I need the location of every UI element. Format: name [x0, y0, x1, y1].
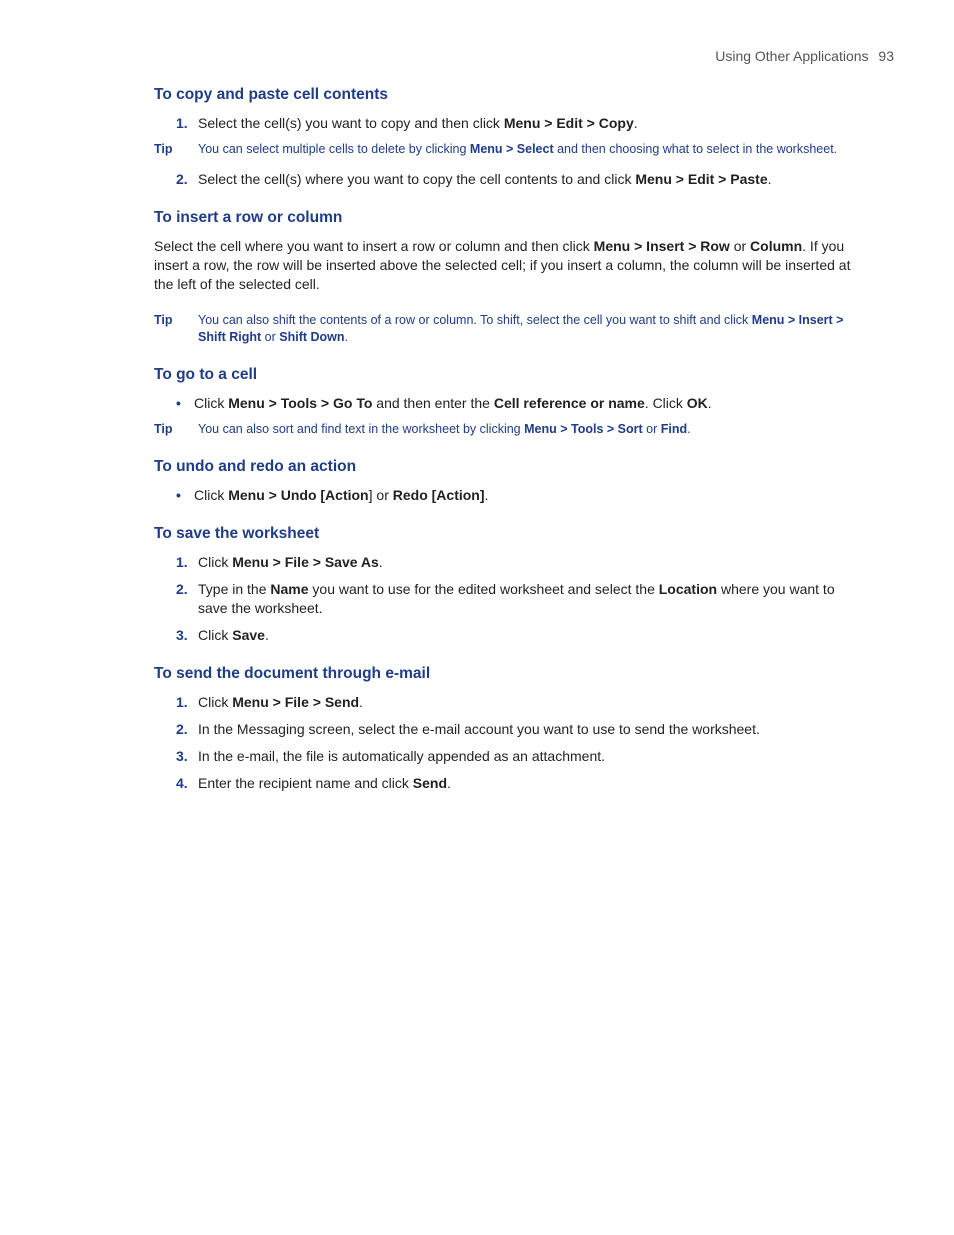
step-item: [154, 693, 854, 712]
step-number: 1.: [176, 115, 188, 131]
tip-label: Tip: [154, 142, 173, 156]
section-heading: To insert a row or column: [154, 209, 343, 226]
menu-path: Menu > Edit > Paste: [635, 171, 768, 187]
tip-label: Tip: [154, 422, 173, 436]
menu-path: Menu > Tools > Sort: [524, 422, 643, 436]
step-text: .: [264, 627, 269, 643]
section-heading: To save the worksheet: [154, 525, 320, 542]
menu-path: Menu > Insert > Shift Right: [198, 313, 844, 344]
step-number: 1.: [176, 554, 188, 570]
step-text: Select the cell(s) where you want to copy the cell contents to and click: [198, 171, 636, 187]
step-text: .: [447, 775, 451, 791]
section-send-email: [154, 665, 854, 793]
body-paragraph: [154, 237, 854, 294]
step-text: .: [378, 554, 383, 570]
bullet-list: [154, 486, 854, 505]
step-text: .: [359, 694, 363, 710]
button-name: OK: [686, 395, 708, 411]
section-heading: To go to a cell: [154, 366, 258, 383]
field-name: Location: [658, 581, 718, 597]
menu-path: Find: [660, 422, 688, 436]
button-name: Send: [412, 775, 448, 791]
menu-path: Menu > Select: [469, 142, 554, 156]
step-text: where you want to save the worksheet.: [198, 581, 835, 616]
tip-text: You can select multiple cells to delete by clicking: [198, 142, 470, 156]
menu-path: Shift Down: [279, 330, 345, 344]
body-text: or: [729, 238, 751, 254]
menu-path: Menu > Edit > Copy: [503, 115, 634, 131]
tip-text: .: [687, 422, 691, 436]
tip-text: and then choosing what to select in the worksheet.: [553, 142, 838, 156]
step-text: Click: [198, 627, 233, 643]
step-text: .: [767, 171, 772, 187]
tip-text: You can also sort and find text in the worksheet by clicking: [198, 422, 525, 436]
step-number: 2.: [176, 581, 188, 597]
button-name: Save: [232, 627, 265, 643]
bullet-text: .: [707, 395, 712, 411]
bullet-glyph: •: [176, 487, 181, 503]
step-number: 3.: [176, 627, 188, 643]
tip-note: [154, 421, 854, 438]
page-number: 93: [878, 48, 894, 64]
step-text: In the Messaging screen, select the e-mail account you want to use to send the worksheet.: [198, 721, 760, 737]
bullet-item: [154, 394, 854, 413]
steps-list: [154, 114, 854, 133]
bullet-text: ] or: [368, 487, 393, 503]
step-item: [154, 553, 854, 572]
step-text: Enter the recipient name and click: [198, 775, 413, 791]
steps-list: [154, 553, 854, 645]
menu-path: Menu > Insert > Row: [593, 238, 730, 254]
bullet-item: [154, 486, 854, 505]
tip-text: .: [344, 330, 348, 344]
section-go-to-cell: [154, 366, 854, 438]
step-number: 3.: [176, 748, 188, 764]
menu-path: Menu > File > Save As: [232, 554, 379, 570]
bullet-text: .: [484, 487, 489, 503]
tip-note: [154, 312, 854, 346]
section-heading: To copy and paste cell contents: [154, 86, 388, 103]
step-item: [154, 774, 854, 793]
field-name: Name: [270, 581, 309, 597]
step-text: In the e-mail, the file is automatically appended as an attachment.: [198, 748, 606, 764]
bullet-text: Click: [194, 395, 229, 411]
step-text: Click: [198, 554, 233, 570]
step-number: 1.: [176, 694, 188, 710]
section-undo-redo: [154, 458, 854, 505]
field-name: Cell reference or name: [493, 395, 645, 411]
step-text: .: [633, 115, 638, 131]
tip-note: [154, 141, 854, 158]
step-item: [154, 747, 854, 766]
section-copy-paste: [154, 86, 854, 189]
steps-list: [154, 170, 854, 189]
bullet-text: Click: [194, 487, 229, 503]
steps-list: [154, 693, 854, 793]
page-header-title: Using Other Applications: [715, 48, 869, 64]
menu-path: Redo [Action]: [392, 487, 485, 503]
step-number: 2.: [176, 721, 188, 737]
step-text: you want to use for the edited worksheet and select the: [308, 581, 659, 597]
page-header: [715, 48, 894, 64]
tip-text: You can also shift the contents of a row or column. To shift, select the cell you want to shift and click: [198, 313, 752, 327]
tip-text: or: [642, 422, 661, 436]
body-text: . If you insert a row, the row will be inserted above the selected cell; if you insert a column, the column will be inserted at the left of the selected cell.: [154, 238, 851, 292]
step-item: [154, 114, 854, 133]
step-text: Select the cell(s) you want to copy and then click: [198, 115, 504, 131]
body-text: Select the cell where you want to insert a row or column and then click: [154, 238, 594, 254]
step-number: 2.: [176, 171, 188, 187]
page-content: [154, 86, 854, 813]
step-text: Click: [198, 694, 233, 710]
section-heading: To send the document through e-mail: [154, 665, 431, 682]
tip-label: Tip: [154, 313, 173, 327]
section-insert-row-column: [154, 209, 854, 346]
step-number: 4.: [176, 775, 188, 791]
section-save-worksheet: [154, 525, 854, 645]
menu-path: Column: [750, 238, 803, 254]
menu-path: Menu > Tools > Go To: [228, 395, 373, 411]
step-item: [154, 626, 854, 645]
bullet-text: and then enter the: [372, 395, 494, 411]
bullet-glyph: •: [176, 395, 181, 411]
step-item: [154, 720, 854, 739]
step-text: Type in the: [198, 581, 271, 597]
bullet-list: [154, 394, 854, 413]
step-item: [154, 170, 854, 189]
menu-path: Menu > Undo [Action: [228, 487, 369, 503]
bullet-text: . Click: [644, 395, 687, 411]
tip-text: or: [261, 330, 280, 344]
section-heading: To undo and redo an action: [154, 458, 357, 475]
step-item: [154, 580, 854, 618]
menu-path: Menu > File > Send: [232, 694, 360, 710]
